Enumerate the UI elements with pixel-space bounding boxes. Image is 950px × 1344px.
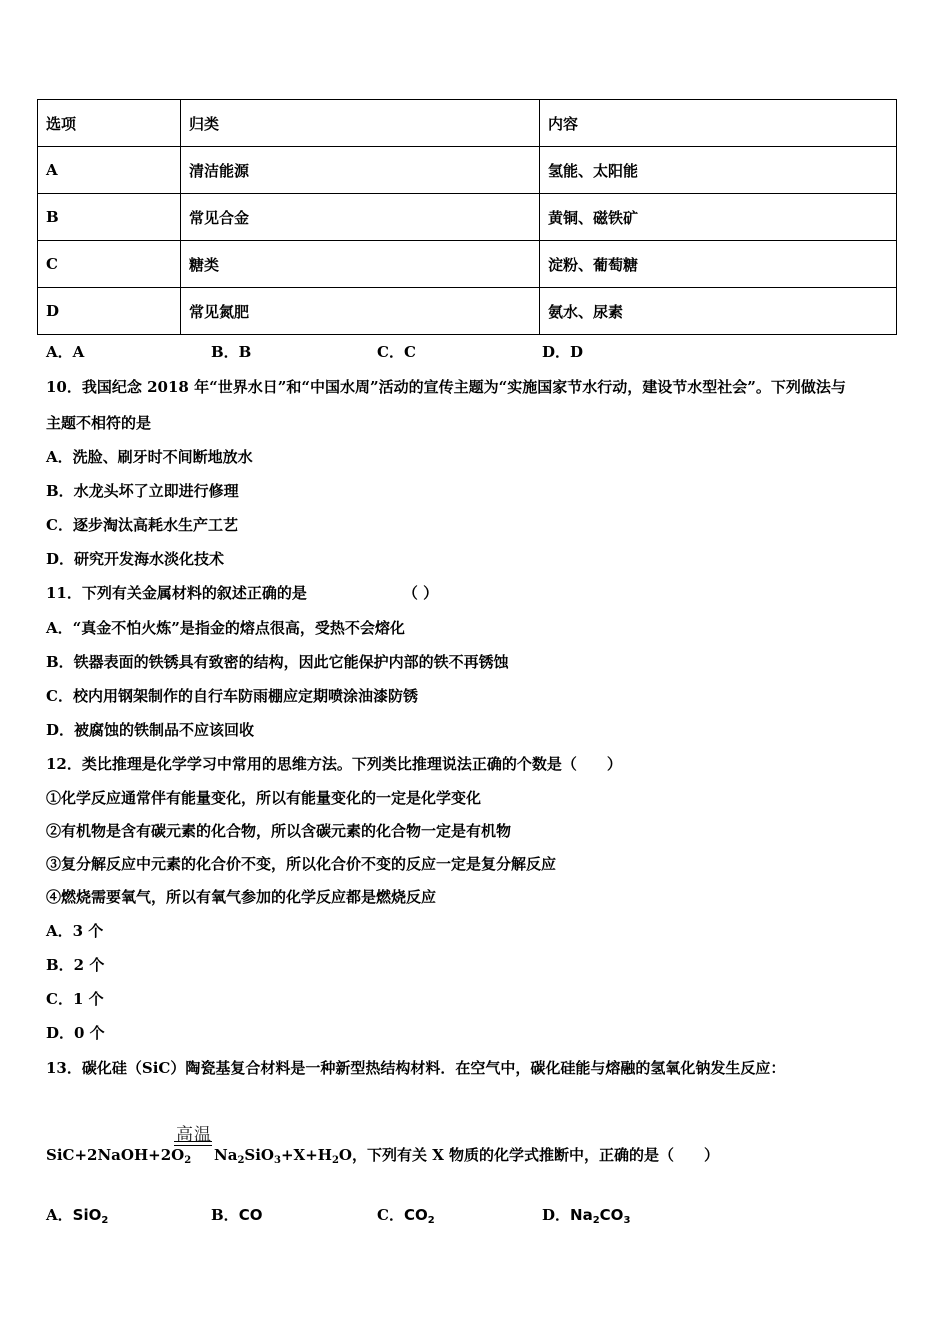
- q12-option-b[interactable]: B．2 个: [46, 956, 105, 974]
- table-row: [38, 147, 897, 194]
- table-cell: C: [38, 241, 181, 288]
- q11-option-b[interactable]: B．铁器表面的铁锈具有致密的结构，因此它能保护内部的铁不再锈蚀: [46, 653, 509, 671]
- q10-stem-cont: 主题不相符的是: [46, 414, 152, 432]
- q12-option-a[interactable]: A．3 个: [46, 922, 104, 940]
- table-header-row: [38, 100, 897, 147]
- q11-option-a[interactable]: A．“真金不怕火炼”是指金的熔点很高，受热不会熔化: [46, 619, 405, 637]
- q11-stem: [46, 583, 438, 603]
- q12-option-d[interactable]: D．0 个: [46, 1024, 105, 1042]
- option-c[interactable]: C．C: [377, 343, 416, 361]
- table-cell: D: [38, 288, 181, 335]
- header-cell: 内容: [540, 100, 897, 147]
- q10-option-c[interactable]: C．逐步淘汰高耗水生产工艺: [46, 516, 238, 534]
- q10-option-d[interactable]: D．研究开发海水淡化技术: [46, 550, 225, 568]
- q13-stem: 13．碳化硅（SiC）陶瓷基复合材料是一种新型热结构材料．在空气中，碳化硅能与熔融的氢氧化钠发生反应：: [46, 1059, 786, 1077]
- table-row: [38, 194, 897, 241]
- reaction-arrow-line: [174, 1141, 212, 1142]
- q11-option-c[interactable]: C．校内用钢架制作的自行车防雨棚应定期喷涂油漆防锈: [46, 687, 418, 705]
- q12-option-c[interactable]: C．1 个: [46, 990, 104, 1008]
- q12-statement-3: ③复分解反应中元素的化合价不变，所以化合价不变的反应一定是复分解反应: [46, 855, 557, 873]
- table-cell: 氨水、尿素: [540, 288, 897, 335]
- option-a[interactable]: A．A: [46, 343, 85, 361]
- q12-statement-1: ①化学反应通常伴有能量变化，所以有能量变化的一定是化学变化: [46, 789, 482, 807]
- option-d[interactable]: D．D: [542, 343, 584, 361]
- table-cell: A: [38, 147, 181, 194]
- q11-option-d[interactable]: D．被腐蚀的铁制品不应该回收: [46, 721, 255, 739]
- q10-option-a[interactable]: A．洗脸、刷牙时不间断地放水: [46, 448, 253, 466]
- table-row: [38, 241, 897, 288]
- table-cell: 清洁能源: [181, 147, 540, 194]
- option-d[interactable]: D．$Na_2CO_3$: [542, 1206, 631, 1226]
- q12-statement-2: ②有机物是含有碳元素的化合物，所以含碳元素的化合物一定是有机物: [46, 822, 512, 840]
- q11-stem-text: 11．下列有关金属材料的叙述正确的是: [46, 584, 307, 602]
- option-b[interactable]: B．B: [211, 343, 252, 361]
- table-cell: 常见氮肥: [181, 288, 540, 335]
- q10-stem: 10．我国纪念 2018 年“世界水日”和“中国水周”活动的宣传主题为“实施国家节水行动，建设节水型社会”。下列做法与: [46, 378, 846, 396]
- table-cell: 氢能、太阳能: [540, 147, 897, 194]
- option-c[interactable]: C．$CO_2$: [377, 1206, 435, 1226]
- q13-equation-right: $Na_2SiO_3+X+H_2O$，下列有关 X 物质的化学式推断中，正确的是（ ）: [214, 1146, 720, 1166]
- q12-stem: 12．类比推理是化学学习中常用的思维方法。下列类比推理说法正确的个数是（ ）: [46, 755, 622, 773]
- table-cell: 黄铜、磁铁矿: [540, 194, 897, 241]
- table-cell: 常见合金: [181, 194, 540, 241]
- header-cell: 选项: [38, 100, 181, 147]
- table-row: [38, 288, 897, 335]
- q9-table: [37, 99, 897, 335]
- option-b[interactable]: B．CO: [211, 1206, 263, 1224]
- header-cell: 归类: [181, 100, 540, 147]
- q12-statement-4: ④燃烧需要氧气，所以有氧气参加的化学反应都是燃烧反应: [46, 888, 437, 906]
- option-a[interactable]: A．SiO$_2$: [46, 1206, 109, 1226]
- table-cell: 糖类: [181, 241, 540, 288]
- reaction-condition: 高温: [176, 1125, 212, 1145]
- q13-equation-left: $SiC+2NaOH+2O_2$: [46, 1146, 192, 1166]
- q11-answer-blank: （ ）: [402, 584, 439, 602]
- table-cell: B: [38, 194, 181, 241]
- q10-option-b[interactable]: B．水龙头坏了立即进行修理: [46, 482, 239, 500]
- table-cell: 淀粉、葡萄糖: [540, 241, 897, 288]
